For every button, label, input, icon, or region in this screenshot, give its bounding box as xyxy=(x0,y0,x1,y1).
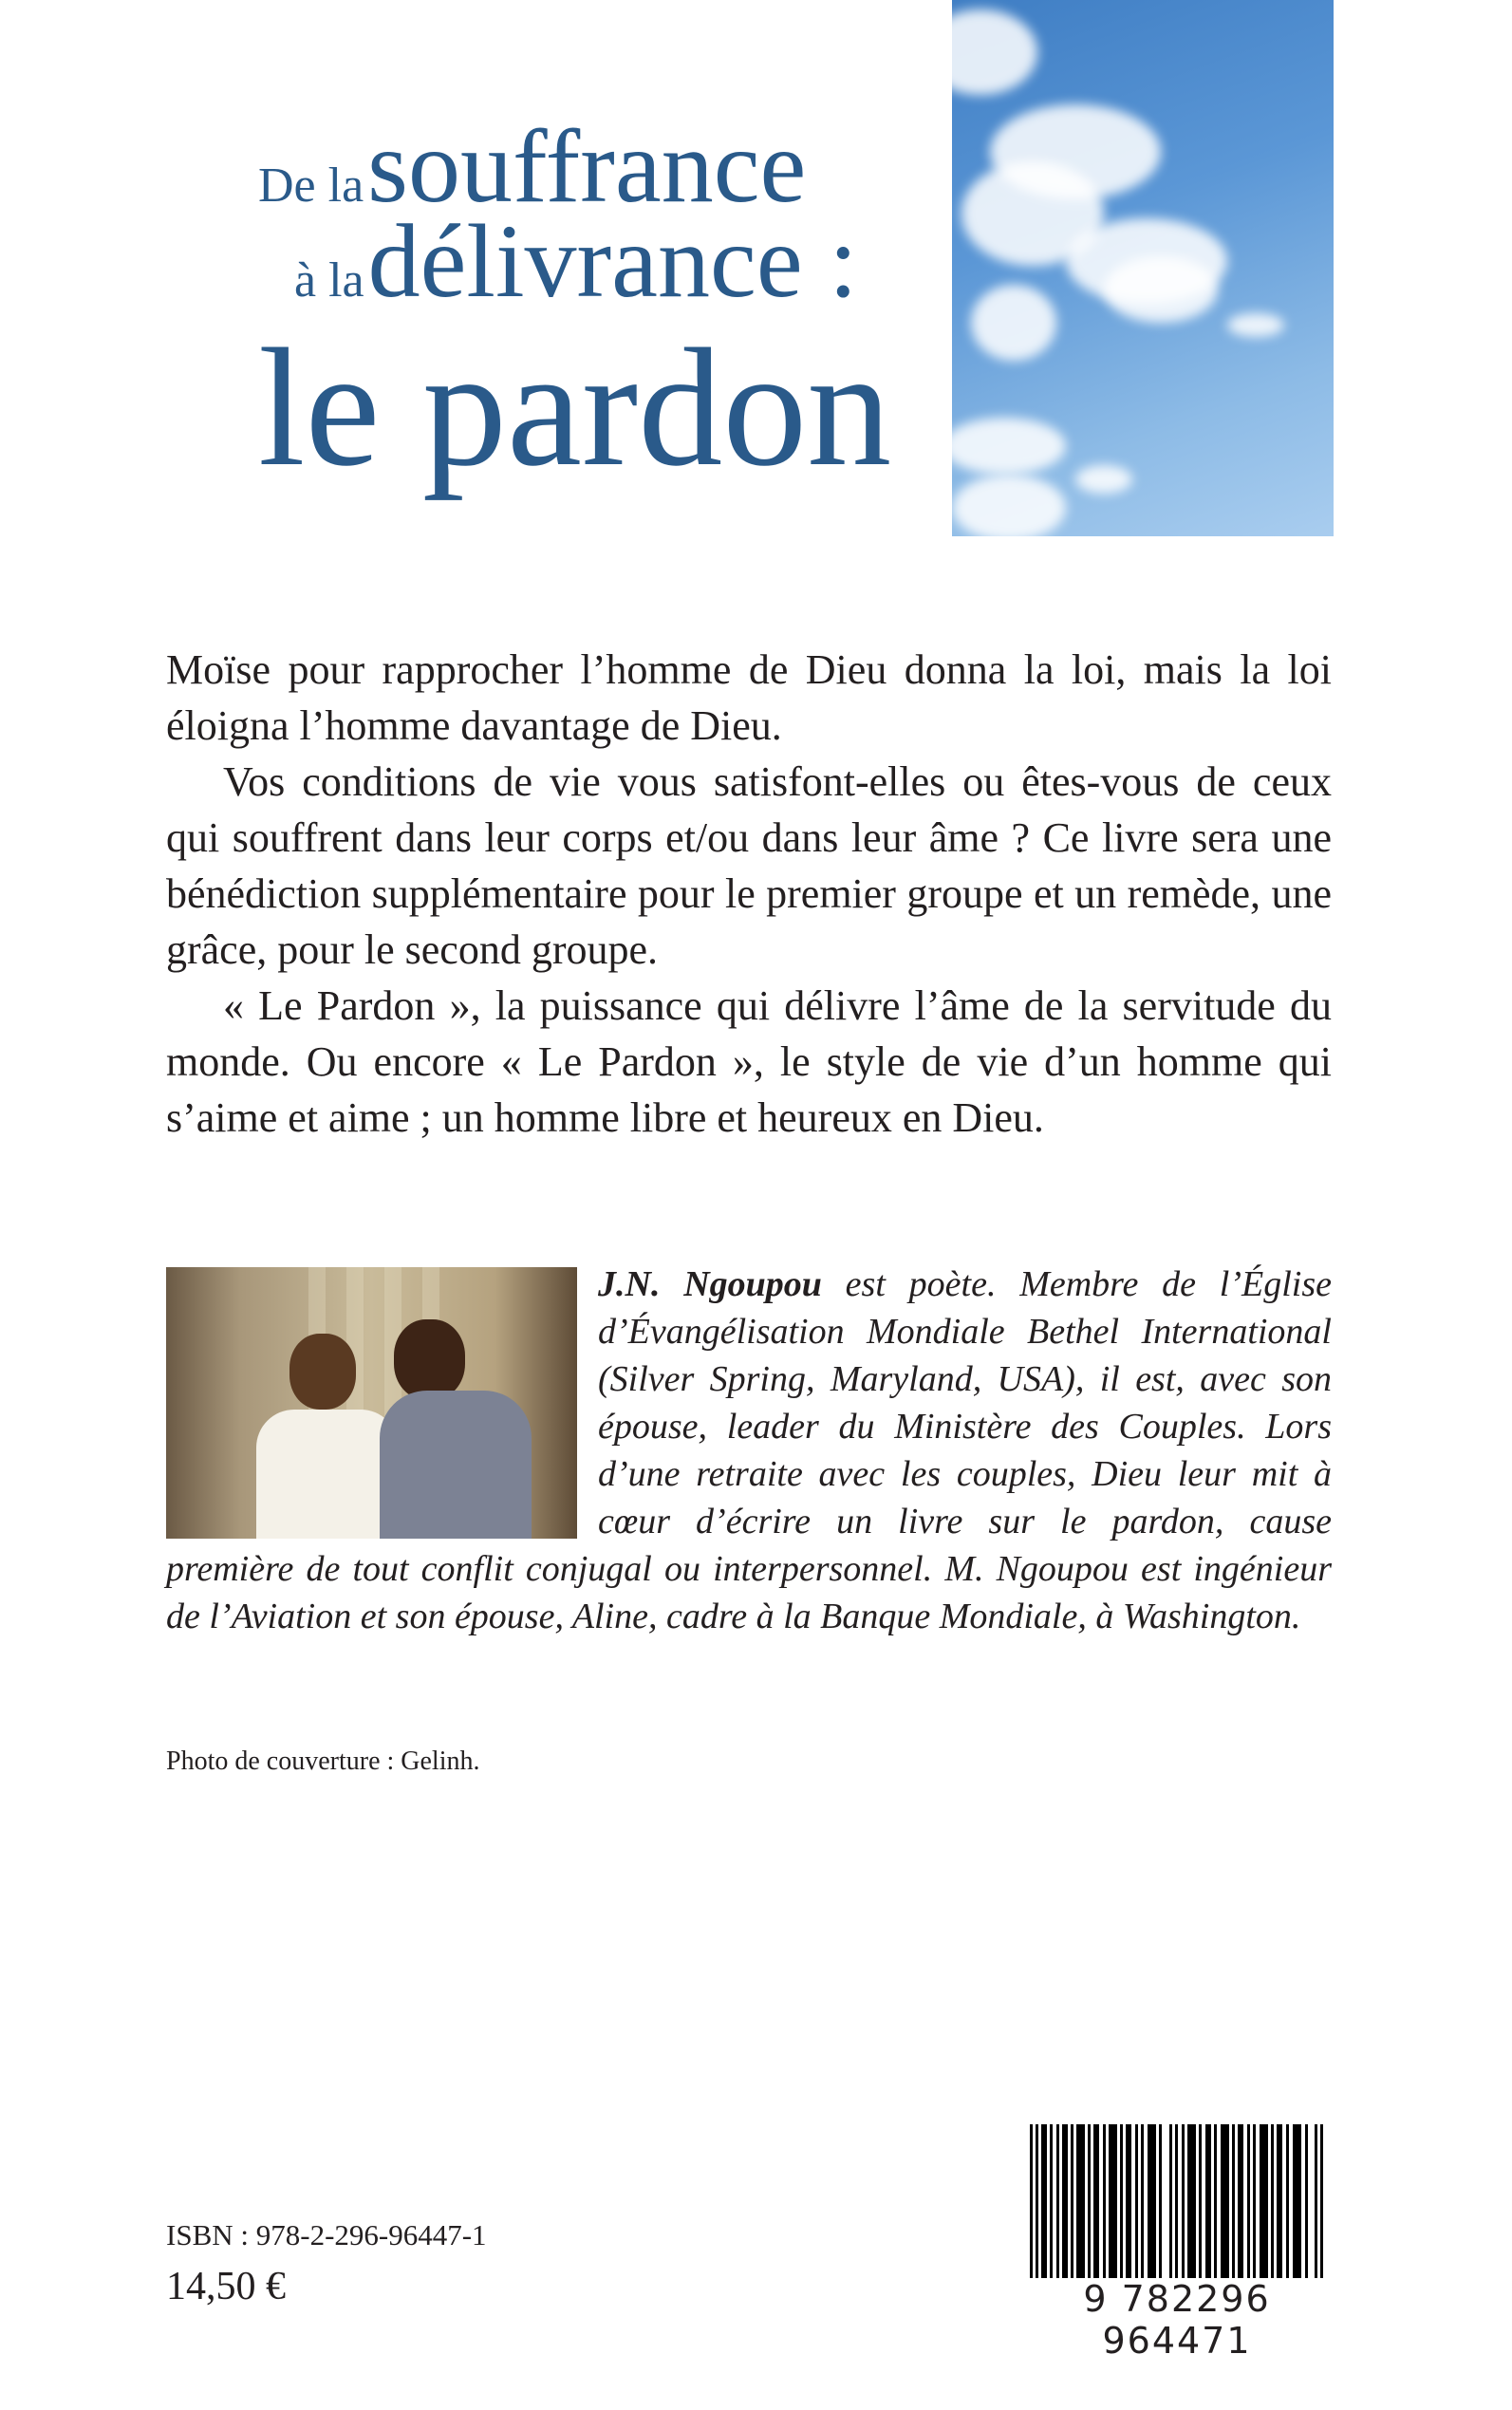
summary-paragraph-1: Moïse pour rapprocher l’homme de Dieu donna la loi, mais la loi éloigna l’homme davantage de Dieu. xyxy=(166,646,1332,749)
author-name: J.N. Ngoupou xyxy=(598,1264,822,1304)
title-de-la: De la xyxy=(258,159,364,213)
title-souffrance: souffrance xyxy=(367,108,807,224)
title-delivrance: délivrance : xyxy=(367,203,858,319)
author-bio xyxy=(166,1261,1332,1640)
isbn: ISBN : 978-2-296-96447-1 xyxy=(166,2218,487,2251)
sky-clouds-image xyxy=(952,0,1334,536)
price: 14,50 € xyxy=(166,2265,286,2308)
author-bio-text: est poète. Membre de l’Église d’Évangélisation Mondiale Bethel International (Silver Spring, Maryland, USA), il est, avec son épouse, leader du Ministère des Couples. Lors d’une retraite avec les couples, Dieu leur mit à cœur d’écrire un livre sur le pardon, cause première de tout conflit conjugal ou interpersonnel. M. Ngoupou est ingénieur de l’Aviation et son épouse, Aline, cadre à la Banque Mondiale, à Washington. xyxy=(166,1264,1332,1636)
back-cover-summary xyxy=(166,642,1332,1146)
title-le-pardon: le pardon xyxy=(258,313,892,501)
summary-paragraph-3: « Le Pardon », la puissance qui délivre l’âme de la servitude du monde. Ou encore « Le Pardon », le style de vie d’un homme qui s’aime et aime ; un homme libre et heureux en Dieu. xyxy=(166,982,1332,1141)
barcode-number: 9 782296 964471 xyxy=(1020,2278,1334,2362)
title-a-la: à la xyxy=(294,253,364,308)
photo-credit: Photo de couverture : Gelinh. xyxy=(166,1747,480,1776)
title-line-2 xyxy=(294,203,858,319)
summary-paragraph-2: Vos conditions de vie vous satisfont-elles ou êtes-vous de ceux qui souffrent dans leur corps et/ou dans leur âme ? Ce livre sera une bénédiction supplémentaire pour le premier groupe et un remède, une grâce, pour le second groupe. xyxy=(166,758,1332,973)
